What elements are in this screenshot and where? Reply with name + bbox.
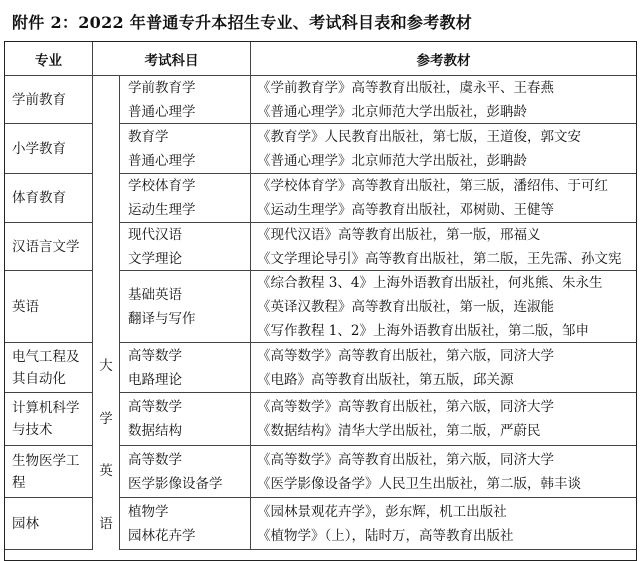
book-item: 《医学影像设备学》人民卫生出版社，第二版，韩丰谈 <box>257 475 581 492</box>
subjects-cell <box>120 446 251 498</box>
header-subjects: 考试科目 <box>93 42 251 76</box>
header-major: 专业 <box>5 42 93 76</box>
subjects-cell <box>120 271 251 343</box>
book-item: 《文学理论导引》高等教育出版社，第二版，王先霈、孙文宪 <box>257 250 622 267</box>
major-cell: 学前教育 <box>5 76 93 124</box>
books-cell <box>251 498 636 550</box>
book-item: 《学校体育学》高等教育出版社，第三版，潘绍伟、于可红 <box>257 178 608 194</box>
book-item: 《普通心理学》北京师范大学出版社，彭聃龄 <box>257 152 527 169</box>
side-char: 大 <box>99 358 113 374</box>
book-item: 《学前教育学》高等教育出版社，虞永平、王春燕 <box>257 79 554 96</box>
subjects-cell <box>120 223 251 271</box>
subjects-cell <box>120 76 251 124</box>
book-item: 《园林景观花卉学》，彭东辉，机工出版社 <box>257 503 507 520</box>
subject-item: 翻译与写作 <box>128 310 196 327</box>
subject-item: 基础英语 <box>128 286 182 303</box>
curriculum-table <box>4 41 637 561</box>
book-item: 《高等数学》高等教育出版社，第六版，同济大学 <box>257 399 554 415</box>
subject-item: 普通心理学 <box>128 103 196 120</box>
major-cell: 生物医学工程 <box>5 446 93 498</box>
books-cell <box>251 223 636 271</box>
book-item: 《现代汉语》高等教育出版社，第一版，邢福义 <box>257 226 541 243</box>
book-item: 《高等数学》高等教育出版社，第六版，同济大学 <box>257 451 554 468</box>
major-cell: 英语 <box>5 271 93 343</box>
book-item: 《写作教程 1、2》上海外语教育出版社，第二版，邹申 <box>257 322 589 339</box>
subjects-cell <box>120 498 251 550</box>
book-item: 《高等数学》高等教育出版社，第六版，同济大学 <box>257 347 554 364</box>
book-item: 《植物学》（上），陆时万，高等教育出版社 <box>257 527 514 544</box>
subjects-cell <box>120 343 251 393</box>
subject-item: 园林花卉学 <box>128 527 196 544</box>
major-cell: 汉语言文学 <box>5 223 93 271</box>
major-cell: 电气工程及其自动化 <box>5 343 93 393</box>
subject-item: 学校体育学 <box>128 178 196 194</box>
side-char: 英 <box>99 463 113 480</box>
book-item: 《运动生理学》高等教育出版社，邓树勋、王健等 <box>257 202 554 218</box>
subject-item: 高等数学 <box>128 451 182 468</box>
subject-item: 电路理论 <box>128 371 182 388</box>
subject-item: 现代汉语 <box>128 226 182 243</box>
subject-item: 教育学 <box>128 128 169 145</box>
subject-item: 普通心理学 <box>128 152 196 169</box>
major-cell: 园林 <box>5 498 93 550</box>
subject-item: 文学理论 <box>128 250 182 267</box>
book-item: 《数据结构》清华大学出版社，第二版，严蔚民 <box>257 423 541 439</box>
major-cell: 小学教育 <box>5 124 93 174</box>
books-cell <box>251 343 636 393</box>
side-char: 学 <box>99 410 113 427</box>
book-item: 《普通心理学》北京师范大学出版社，彭聃龄 <box>257 103 527 120</box>
subjects-cell <box>120 124 251 174</box>
major-cell: 计算机科学与技术 <box>5 393 93 446</box>
subject-item: 高等数学 <box>128 347 182 364</box>
subject-item: 运动生理学 <box>128 202 196 218</box>
subject-item: 数据结构 <box>128 423 182 439</box>
book-item: 《综合教程 3、4》上海外语教育出版社，何兆熊、朱永生 <box>257 274 603 291</box>
books-cell <box>251 446 636 498</box>
book-item: 《教育学》人民教育出版社，第七版，王道俊，郭文安 <box>257 128 581 145</box>
subject-item: 学前教育学 <box>128 79 196 96</box>
books-cell <box>251 76 636 124</box>
books-cell <box>251 174 636 223</box>
subjects-cell <box>120 174 251 223</box>
major-cell: 体育教育 <box>5 174 93 223</box>
books-cell <box>251 124 636 174</box>
subject-item: 医学影像设备学 <box>128 475 223 492</box>
books-cell <box>251 393 636 446</box>
books-cell <box>251 271 636 343</box>
document-title: 附件 2：2022 年普通专升本招生专业、考试科目表和参考教材 <box>12 13 473 32</box>
book-item: 《英译汉教程》高等教育出版社，第一版，连淑能 <box>257 298 554 315</box>
subject-item: 高等数学 <box>128 399 182 415</box>
header-books: 参考教材 <box>251 42 636 76</box>
shared-subject-college-english <box>93 76 120 550</box>
side-char: 语 <box>99 515 113 532</box>
book-item: 《电路》高等教育出版社，第五版，邱关源 <box>257 371 514 388</box>
subject-item: 植物学 <box>128 503 169 520</box>
subjects-cell <box>120 393 251 446</box>
